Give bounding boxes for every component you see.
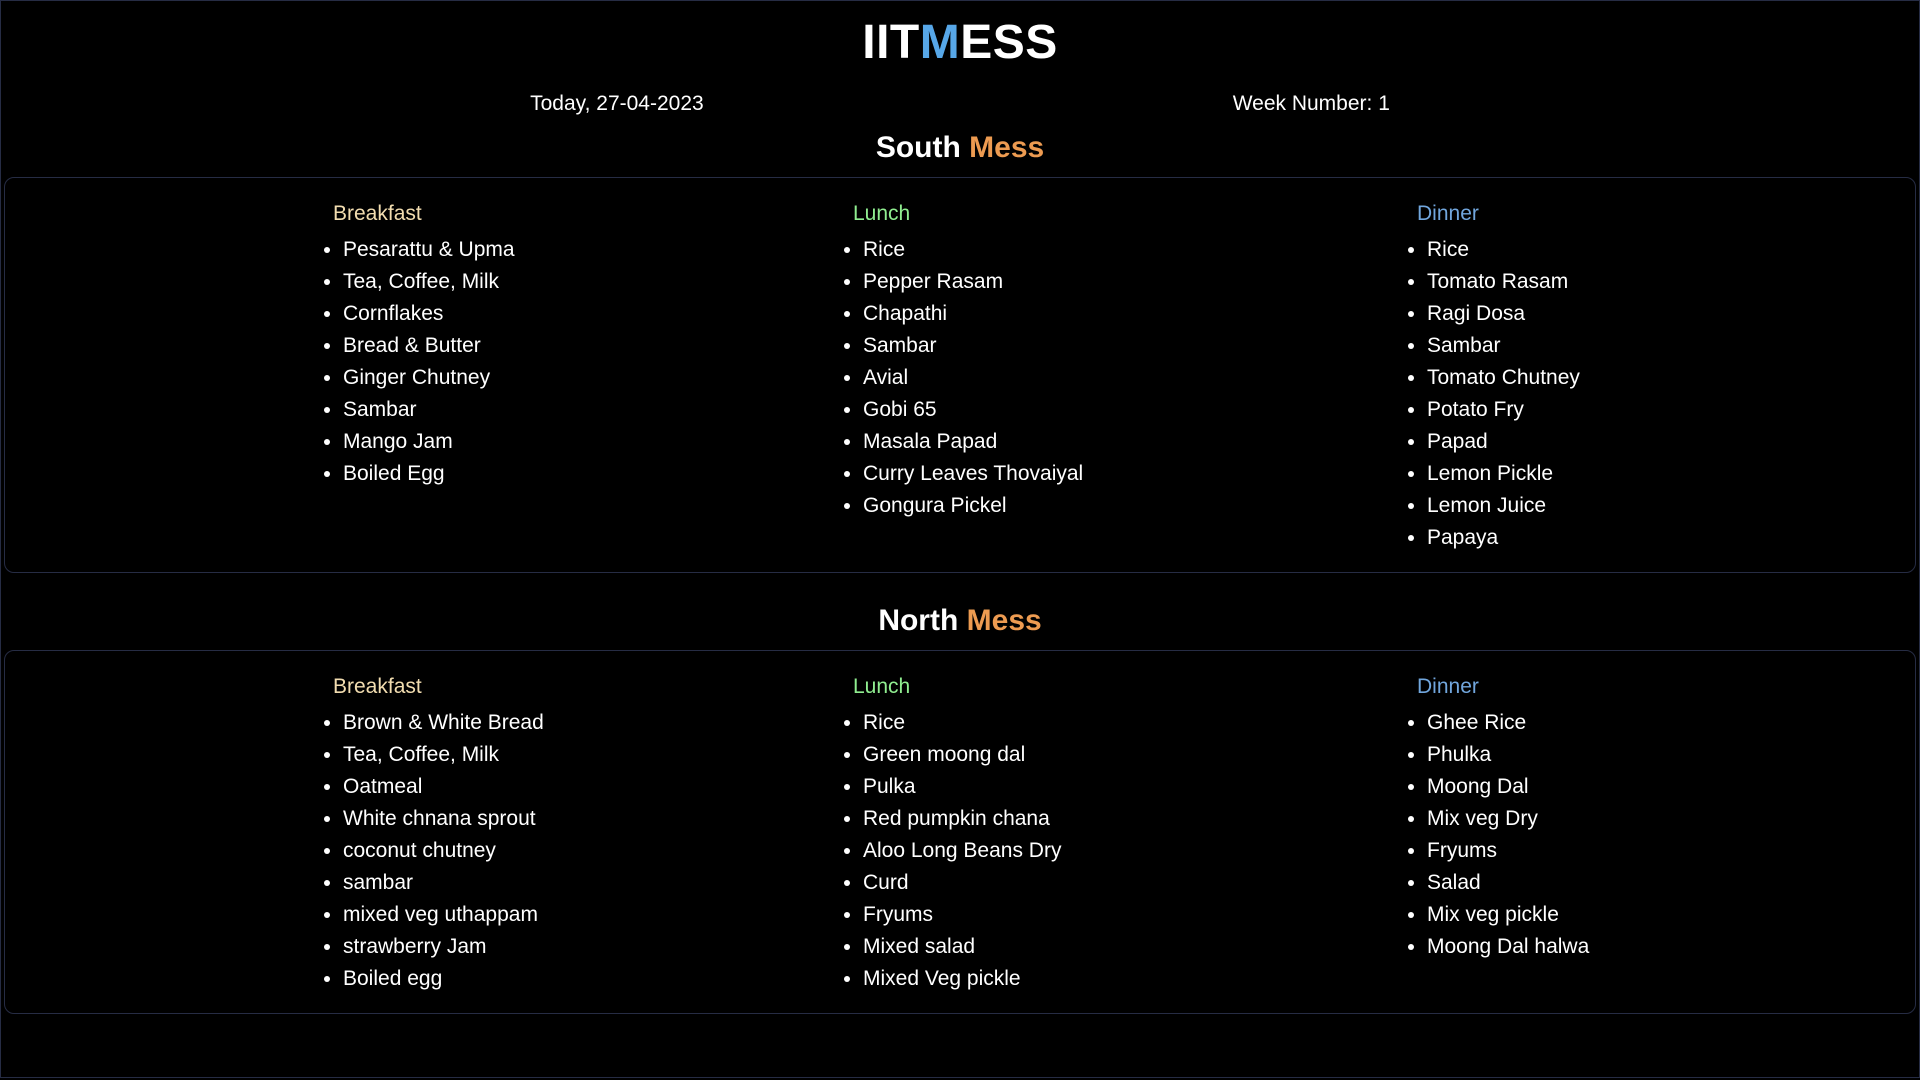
date-week-row	[1, 92, 1919, 116]
menu-item: • Green moong dal	[863, 739, 1285, 771]
menu-item: • Boiled Egg	[343, 458, 645, 490]
dinner-list	[1387, 234, 1920, 554]
menu-item: • Avial	[863, 362, 1285, 394]
menu-item: • Moong Dal halwa	[1427, 931, 1920, 963]
menu-item: • Red pumpkin chana	[863, 803, 1285, 835]
menu-item: • Oatmeal	[343, 771, 645, 803]
dinner-column	[1285, 675, 1920, 963]
menu-item: • coconut chutney	[343, 835, 645, 867]
menu-item: • Pesarattu & Upma	[343, 234, 645, 266]
menu-item: • Pulka	[863, 771, 1285, 803]
menu-item: • Masala Papad	[863, 426, 1285, 458]
menu-item: • Rice	[863, 234, 1285, 266]
menu-item: • Chapathi	[863, 298, 1285, 330]
menu-item: • sambar	[343, 867, 645, 899]
menu-item: • Papaya	[1427, 522, 1920, 554]
menu-item: • Sambar	[343, 394, 645, 426]
menu-item: • Curry Leaves Thovaiyal	[863, 458, 1285, 490]
menu-item: • Papad	[1427, 426, 1920, 458]
site-title-ess: ESS	[960, 16, 1058, 69]
mess-word: Mess	[966, 604, 1042, 637]
menu-item: • Ginger Chutney	[343, 362, 645, 394]
menu-item: • Cornflakes	[343, 298, 645, 330]
menu-item: • strawberry Jam	[343, 931, 645, 963]
week-number: Week Number: 1	[1232, 92, 1390, 115]
menu-item: • Curd	[863, 867, 1285, 899]
site-title	[1, 1, 1919, 70]
menu-item: • Tea, Coffee, Milk	[343, 266, 645, 298]
lunch-column	[645, 202, 1285, 522]
breakfast-label: Breakfast	[333, 202, 422, 225]
site-title-iit: IIT	[862, 16, 920, 69]
breakfast-column	[5, 675, 645, 995]
breakfast-list	[303, 234, 645, 490]
menu-item: • Mix veg pickle	[1427, 899, 1920, 931]
lunch-list	[823, 707, 1285, 995]
menu-item: • Phulka	[1427, 739, 1920, 771]
lunch-column	[645, 675, 1285, 995]
south-mess-title	[1, 130, 1919, 165]
menu-item: • Pepper Rasam	[863, 266, 1285, 298]
menu-item: • Tomato Rasam	[1427, 266, 1920, 298]
breakfast-list	[303, 707, 645, 995]
menu-item: • Fryums	[1427, 835, 1920, 867]
breakfast-column	[5, 202, 645, 490]
south-mess-section	[1, 130, 1919, 573]
dinner-column	[1285, 202, 1920, 554]
menu-item: • Mixed salad	[863, 931, 1285, 963]
north-mess-card	[4, 650, 1916, 1014]
menu-item: • Lemon Pickle	[1427, 458, 1920, 490]
menu-item: • Mango Jam	[343, 426, 645, 458]
menu-item: • Brown & White Bread	[343, 707, 645, 739]
mess-name: North	[878, 604, 959, 637]
today-date: Today, 27-04-2023	[530, 92, 704, 115]
menu-item: • Gobi 65	[863, 394, 1285, 426]
menu-item: • Moong Dal	[1427, 771, 1920, 803]
menu-item: • Ghee Rice	[1427, 707, 1920, 739]
menu-item: • Aloo Long Beans Dry	[863, 835, 1285, 867]
menu-item: • Ragi Dosa	[1427, 298, 1920, 330]
mess-word: Mess	[969, 131, 1045, 164]
lunch-label: Lunch	[853, 675, 911, 698]
menu-item: • Salad	[1427, 867, 1920, 899]
lunch-list	[823, 234, 1285, 522]
menu-item: • Sambar	[1427, 330, 1920, 362]
breakfast-label: Breakfast	[333, 675, 422, 698]
menu-item: • Tomato Chutney	[1427, 362, 1920, 394]
menu-item: • Mixed Veg pickle	[863, 963, 1285, 995]
north-mess-section	[1, 603, 1919, 1014]
menu-item: • Rice	[1427, 234, 1920, 266]
mess-name: South	[875, 131, 961, 164]
dinner-list	[1387, 707, 1920, 963]
menu-item: • mixed veg uthappam	[343, 899, 645, 931]
menu-item: • Mix veg Dry	[1427, 803, 1920, 835]
menu-item: • Sambar	[863, 330, 1285, 362]
menu-item: • Gongura Pickel	[863, 490, 1285, 522]
menu-item: • Tea, Coffee, Milk	[343, 739, 645, 771]
dinner-label: Dinner	[1417, 675, 1479, 698]
north-mess-title	[1, 603, 1919, 638]
menu-item: • Rice	[863, 707, 1285, 739]
menu-item: • Potato Fry	[1427, 394, 1920, 426]
lunch-label: Lunch	[853, 202, 911, 225]
site-title-m: M	[919, 16, 961, 69]
menu-item: • Boiled egg	[343, 963, 645, 995]
menu-item: • Fryums	[863, 899, 1285, 931]
dinner-label: Dinner	[1417, 202, 1479, 225]
menu-item: • Bread & Butter	[343, 330, 645, 362]
menu-item: • Lemon Juice	[1427, 490, 1920, 522]
menu-item: • White chnana sprout	[343, 803, 645, 835]
south-mess-card	[4, 177, 1916, 573]
